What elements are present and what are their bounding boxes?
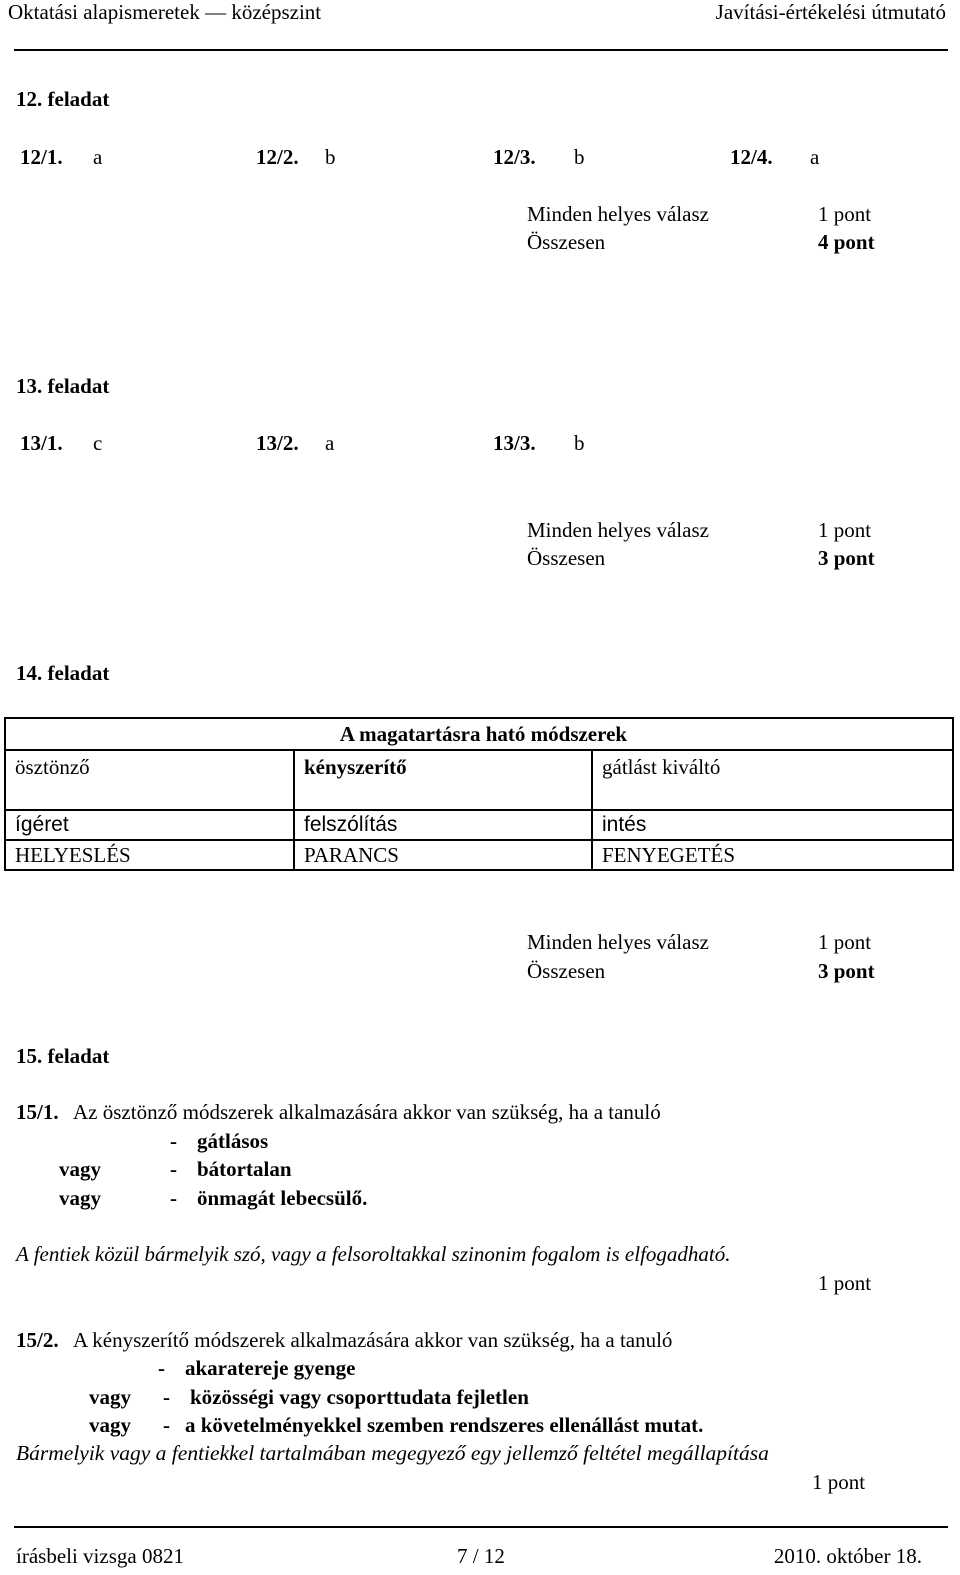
answer-value: b [574, 145, 585, 169]
table-row [5, 810, 953, 840]
task13-title: 13. feladat [16, 374, 110, 398]
score-value: 1 pont [818, 202, 872, 226]
question-text: Az ösztönző módszerek alkalmazására akkor van szükség, ha a tanuló [73, 1100, 661, 1124]
score-value: 1 pont [818, 930, 872, 954]
question-number: 15/2. [16, 1328, 59, 1352]
table-cell: FENYEGETÉS [592, 840, 953, 870]
score-value: 1 pont [818, 518, 872, 542]
list-dash: - [158, 1356, 165, 1380]
answer-value: b [574, 431, 585, 455]
list-item: akaratereje gyenge [185, 1356, 356, 1380]
task12-title: 12. feladat [16, 87, 110, 111]
answer-value: a [93, 145, 103, 169]
answer-value: b [325, 145, 336, 169]
total-value: 3 pont [818, 546, 875, 570]
total-value: 4 pont [818, 230, 875, 254]
list-dash: - [163, 1413, 170, 1437]
answer-id: 12/1. [20, 145, 63, 169]
answer-id: 12/4. [730, 145, 773, 169]
table-header: ösztönző [5, 750, 294, 810]
task14-title: 14. feladat [16, 661, 110, 685]
header-right: Javítási-értékelési útmutató [715, 0, 946, 24]
list-dash: - [163, 1385, 170, 1409]
answer-id: 12/2. [256, 145, 299, 169]
list-prefix: vagy [89, 1385, 131, 1409]
answer-value: c [93, 431, 103, 455]
footer-date: 2010. október 18. [773, 1544, 922, 1568]
table-cell: intés [592, 810, 953, 840]
table-header-row [5, 750, 953, 810]
list-item: közösségi vagy csoporttudata fejletlen [190, 1385, 529, 1409]
methods-table [4, 717, 954, 871]
answer-value: a [810, 145, 820, 169]
table-cell: felszólítás [294, 810, 592, 840]
total-label: Összesen [527, 959, 606, 983]
table-header: gátlást kiváltó [592, 750, 953, 810]
list-item: önmagát lebecsülő. [197, 1186, 368, 1210]
table-cell: HELYESLÉS [5, 840, 294, 870]
score-label: Minden helyes válasz [527, 518, 709, 542]
list-item: a követelményekkel szemben rendszeres ellenállást mutat. [185, 1413, 704, 1437]
footer-left: írásbeli vizsga 0821 [16, 1544, 184, 1568]
points: 1 pont [818, 1271, 872, 1295]
grading-note: Bármelyik vagy a fentiekkel tartalmában megegyező egy jellemző feltétel megállapítása [16, 1441, 769, 1465]
list-prefix: vagy [89, 1413, 131, 1437]
score-label: Minden helyes válasz [527, 930, 709, 954]
table-header: kényszerítő [294, 750, 592, 810]
list-dash: - [170, 1186, 177, 1210]
footer-page-number: 7 / 12 [457, 1544, 505, 1568]
footer-rule [14, 1526, 948, 1528]
list-dash: - [170, 1129, 177, 1153]
table-cell: PARANCS [294, 840, 592, 870]
list-prefix: vagy [59, 1186, 101, 1210]
question-text: A kényszerítő módszerek alkalmazására akkor van szükség, ha a tanuló [73, 1328, 673, 1352]
question-number: 15/1. [16, 1100, 59, 1124]
answer-id: 13/1. [20, 431, 63, 455]
answer-id: 12/3. [493, 145, 536, 169]
list-prefix: vagy [59, 1157, 101, 1181]
header-rule [14, 49, 948, 51]
score-label: Minden helyes válasz [527, 202, 709, 226]
list-item: bátortalan [197, 1157, 292, 1181]
points: 1 pont [812, 1470, 866, 1494]
total-label: Összesen [527, 230, 606, 254]
total-value: 3 pont [818, 959, 875, 983]
list-item: gátlásos [197, 1129, 269, 1153]
table-cell: ígéret [5, 810, 294, 840]
table-title: A magatartásra ható módszerek [5, 718, 953, 750]
header-left: Oktatási alapismeretek — középszint [8, 0, 322, 24]
answer-id: 13/3. [493, 431, 536, 455]
grading-note: A fentiek közül bármelyik szó, vagy a felsoroltakkal szinonim fogalom is elfogadható. [16, 1242, 731, 1266]
task15-title: 15. feladat [16, 1044, 110, 1068]
answer-value: a [325, 431, 335, 455]
table-row [5, 840, 953, 870]
answer-id: 13/2. [256, 431, 299, 455]
list-dash: - [170, 1157, 177, 1181]
total-label: Összesen [527, 546, 606, 570]
